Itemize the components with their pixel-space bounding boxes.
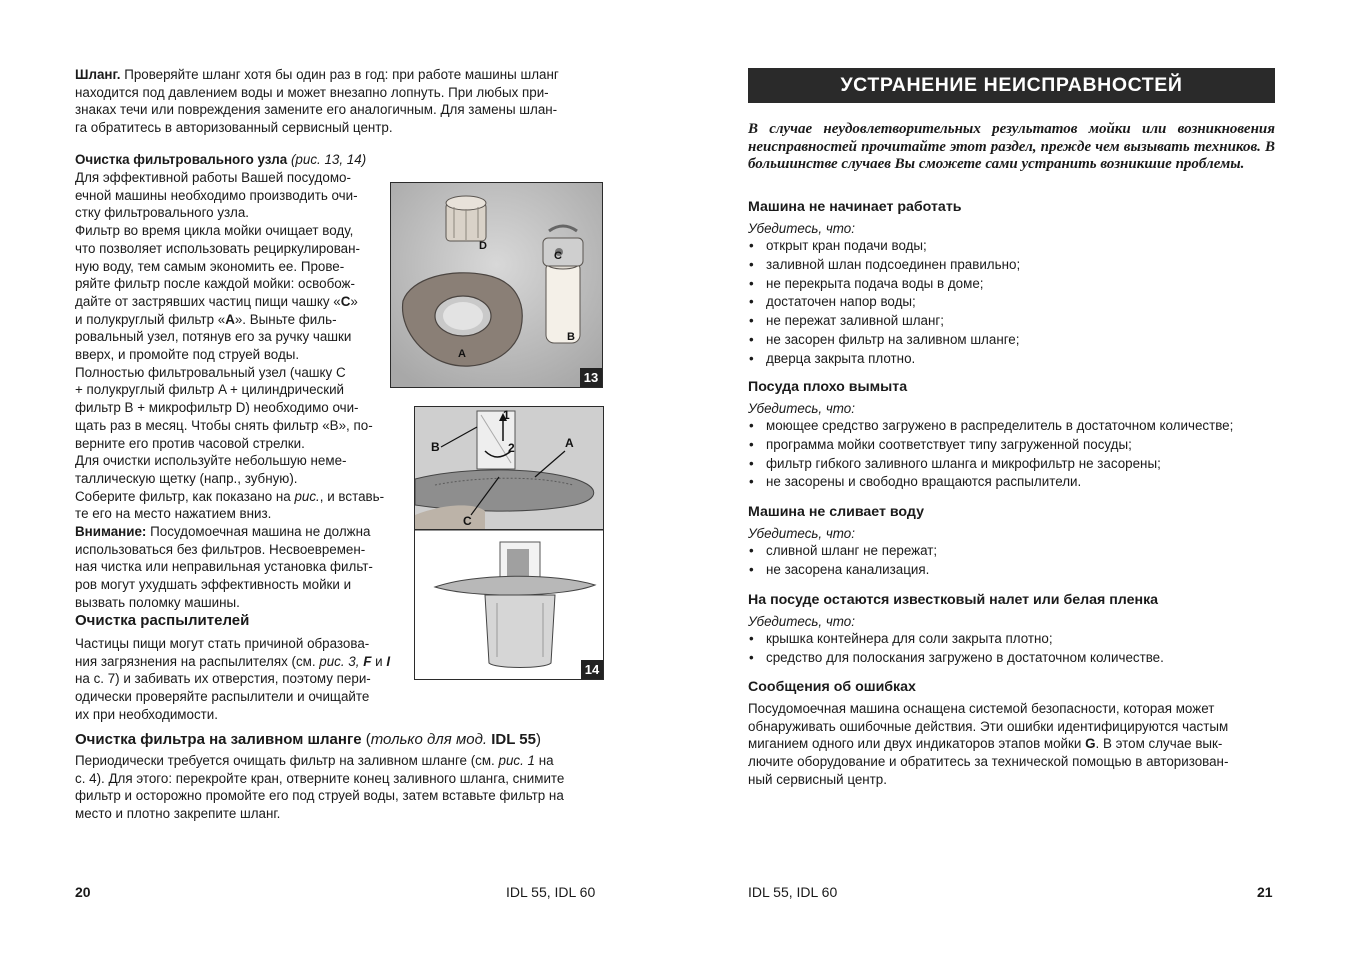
filter-text: Для эффективной работы Вашей посудомо- ечной машины необходимо производить очи- стку фильтровального узла. Фильтр во время цикла мойки очищает воду, что позволяет использовать рециркулирован- ную воду, тем самым экономить ее. Прове- ряйте фильтр после каждой мойки: освобож- дайте от застрявших частиц пищи чашку «С» и полукруглый фильтр «А». Выньте филь- ровальный узел, потянув его за ручку чашки вверх, и промойте под струей воды. Полностью фильтровальный узел (чашку С + полукруглый фильтр A + цилиндрический фильтр B + микрофильтр D) необходимо очи- щать раз в месяц. Чтобы снять фильтр «В», по- верните его против часовой стрелки. Для очистки используйте небольшую неме- таллическую щетку (напр., зубную). Соберите фильтр, как показано на рис., и вставь- тe его на место нажатием вниз. Внимание: Посудомоечная машина не должна использоваться без фильтров. Несвоевремен- ная чистка или неправильная установка фильт- ров могут ухудшать эффективность мойки и вызвать поломку машины.: [75, 170, 385, 610]
checklist: [748, 630, 1288, 668]
fig13-label-b: B: [567, 331, 575, 343]
fig13-label-a: A: [458, 348, 466, 360]
section-limescale: [748, 592, 1288, 668]
list-item: • не засорены и свободно вращаются распылители.: [748, 473, 1288, 492]
list-item: • достаточен напор воды;: [748, 293, 1288, 312]
inlet-filter-heading: Очистка фильтра на заливном шланге (только для мод. IDL 55): [75, 731, 541, 748]
fig13-label-d: D: [479, 240, 487, 252]
fig13-label-c: C: [554, 250, 562, 262]
list-item: • открыт кран подачи воды;: [748, 237, 1288, 256]
figure-14-number: 14: [581, 660, 603, 679]
list-item: • средство для полоскания загружено в достаточном количестве.: [748, 649, 1288, 668]
section-heading: На посуде остаются известковый налет или белая пленка: [748, 592, 1159, 608]
list-item: • заливной шлан подсоединен правильно;: [748, 256, 1288, 275]
list-item: • программа мойки соответствует типу загруженной посуды;: [748, 436, 1288, 455]
figure-13-number: 13: [580, 368, 602, 387]
filter-assembly-illustration: [415, 407, 603, 679]
section-no-drain: [748, 504, 1288, 580]
list-item: • не засорена канализация.: [748, 561, 1288, 580]
list-item: • моющее средство загружено в распределитель в достаточном количестве;: [748, 417, 1288, 436]
list-item: • не пережат заливной шланг;: [748, 312, 1288, 331]
hose-paragraph: Шланг. Проверяйте шланг хотя бы один раз в год: при работе машины шланг находится под давлением воды и может внезапно лопнуть. При любых при- знаках течи или повреждения замените его аналогичным. Для замены шлан- га обратитесь в авторизованный сервисный центр.: [75, 67, 559, 136]
checklist: [748, 237, 1288, 369]
checklist: [748, 417, 1288, 492]
intro-paragraph: В случае неудовлетворительных результатов мойки или возникновения неисправностей прочитайте этот раздел, прежде чем вызывать техников. В большинстве случаев Вы сможете сами устранить возникшие проблемы.: [748, 121, 1275, 173]
left-footer-model: IDL 55, IDL 60: [506, 884, 596, 900]
figure-14: [414, 406, 604, 680]
list-item: • фильтр гибкого заливного шланга и микрофильтр не засорены;: [748, 455, 1288, 474]
section-heading: Машина не начинает работать: [748, 199, 962, 215]
sprayers-heading: Очистка распылителей: [75, 612, 250, 629]
section-poor-wash: [748, 379, 1288, 492]
section-banner: УСТРАНЕНИЕ НЕИСПРАВНОСТЕЙ: [748, 68, 1275, 103]
hose-lead: Шланг.: [75, 67, 121, 82]
check-label: Убедитесь, что:: [748, 526, 855, 541]
figure-13: [390, 182, 603, 388]
fig14-label-b: B: [431, 440, 440, 454]
left-page-number: 20: [75, 884, 91, 900]
checklist: [748, 542, 1288, 580]
list-item: • не перекрыта подача воды в доме;: [748, 275, 1288, 294]
section-heading: Посуда плохо вымыта: [748, 379, 908, 395]
fig14-label-1: 1: [503, 408, 510, 422]
section-error-messages: Сообщения об ошибках Посудомоечная машина оснащена системой безопасности, которая может обнаруживать ошибочные действия. Эти ошибки идентифицируются частым миганием одного или двух индикаторов этапов мойки G. В этом случае вык- лючите оборудование и обратитесь за технической помощью в авторизован- ный сервисный центр.: [748, 679, 1288, 789]
filter-parts-illustration: [391, 183, 602, 387]
sprayers-section: Очистка распылителей Частицы пищи могут стать причиной образова- ния загрязнения на распылителях (см. рис. 3, F и I на с. 7) и забивать их отверстия, поэтому пери- одически проверяйте распылители и очищайте их при необходимости.: [75, 612, 405, 724]
right-footer-model: IDL 55, IDL 60: [748, 884, 838, 900]
fig14-label-a: A: [565, 436, 574, 450]
section-heading: Машина не сливает воду: [748, 504, 924, 520]
left-page: [0, 0, 675, 954]
inlet-filter-section: Очистка фильтра на заливном шланге (только для мод. IDL 55) Периодически требуется очищать фильтр на заливном шланге (см. рис. 1 на с. 4). Для этого: перекройте кран, отверните конец заливного шланга, снимите фильтр и осторожно промойте его под струей воды, затем вставьте фильтр на место и плотно закрепите шланг.: [75, 731, 615, 823]
list-item: • крышка контейнера для соли закрыта плотно;: [748, 630, 1288, 649]
list-item: • не засорен фильтр на заливном шланге;: [748, 331, 1288, 350]
check-label: Убедитесь, что:: [748, 401, 855, 416]
right-page: [675, 0, 1351, 954]
list-item: • сливной шланг не пережат;: [748, 542, 1288, 561]
filter-heading: Очистка фильтровального узла (рис. 13, 14): [75, 152, 367, 167]
check-label: Убедитесь, что:: [748, 221, 855, 236]
fig14-label-c: C: [463, 514, 472, 528]
section-heading: Сообщения об ошибках: [748, 679, 916, 695]
check-label: Убедитесь, что:: [748, 614, 855, 629]
section-not-start: [748, 199, 1288, 369]
list-item: • дверца закрыта плотно.: [748, 350, 1288, 369]
right-page-number: 21: [1257, 884, 1273, 900]
fig14-label-2: 2: [508, 441, 515, 455]
